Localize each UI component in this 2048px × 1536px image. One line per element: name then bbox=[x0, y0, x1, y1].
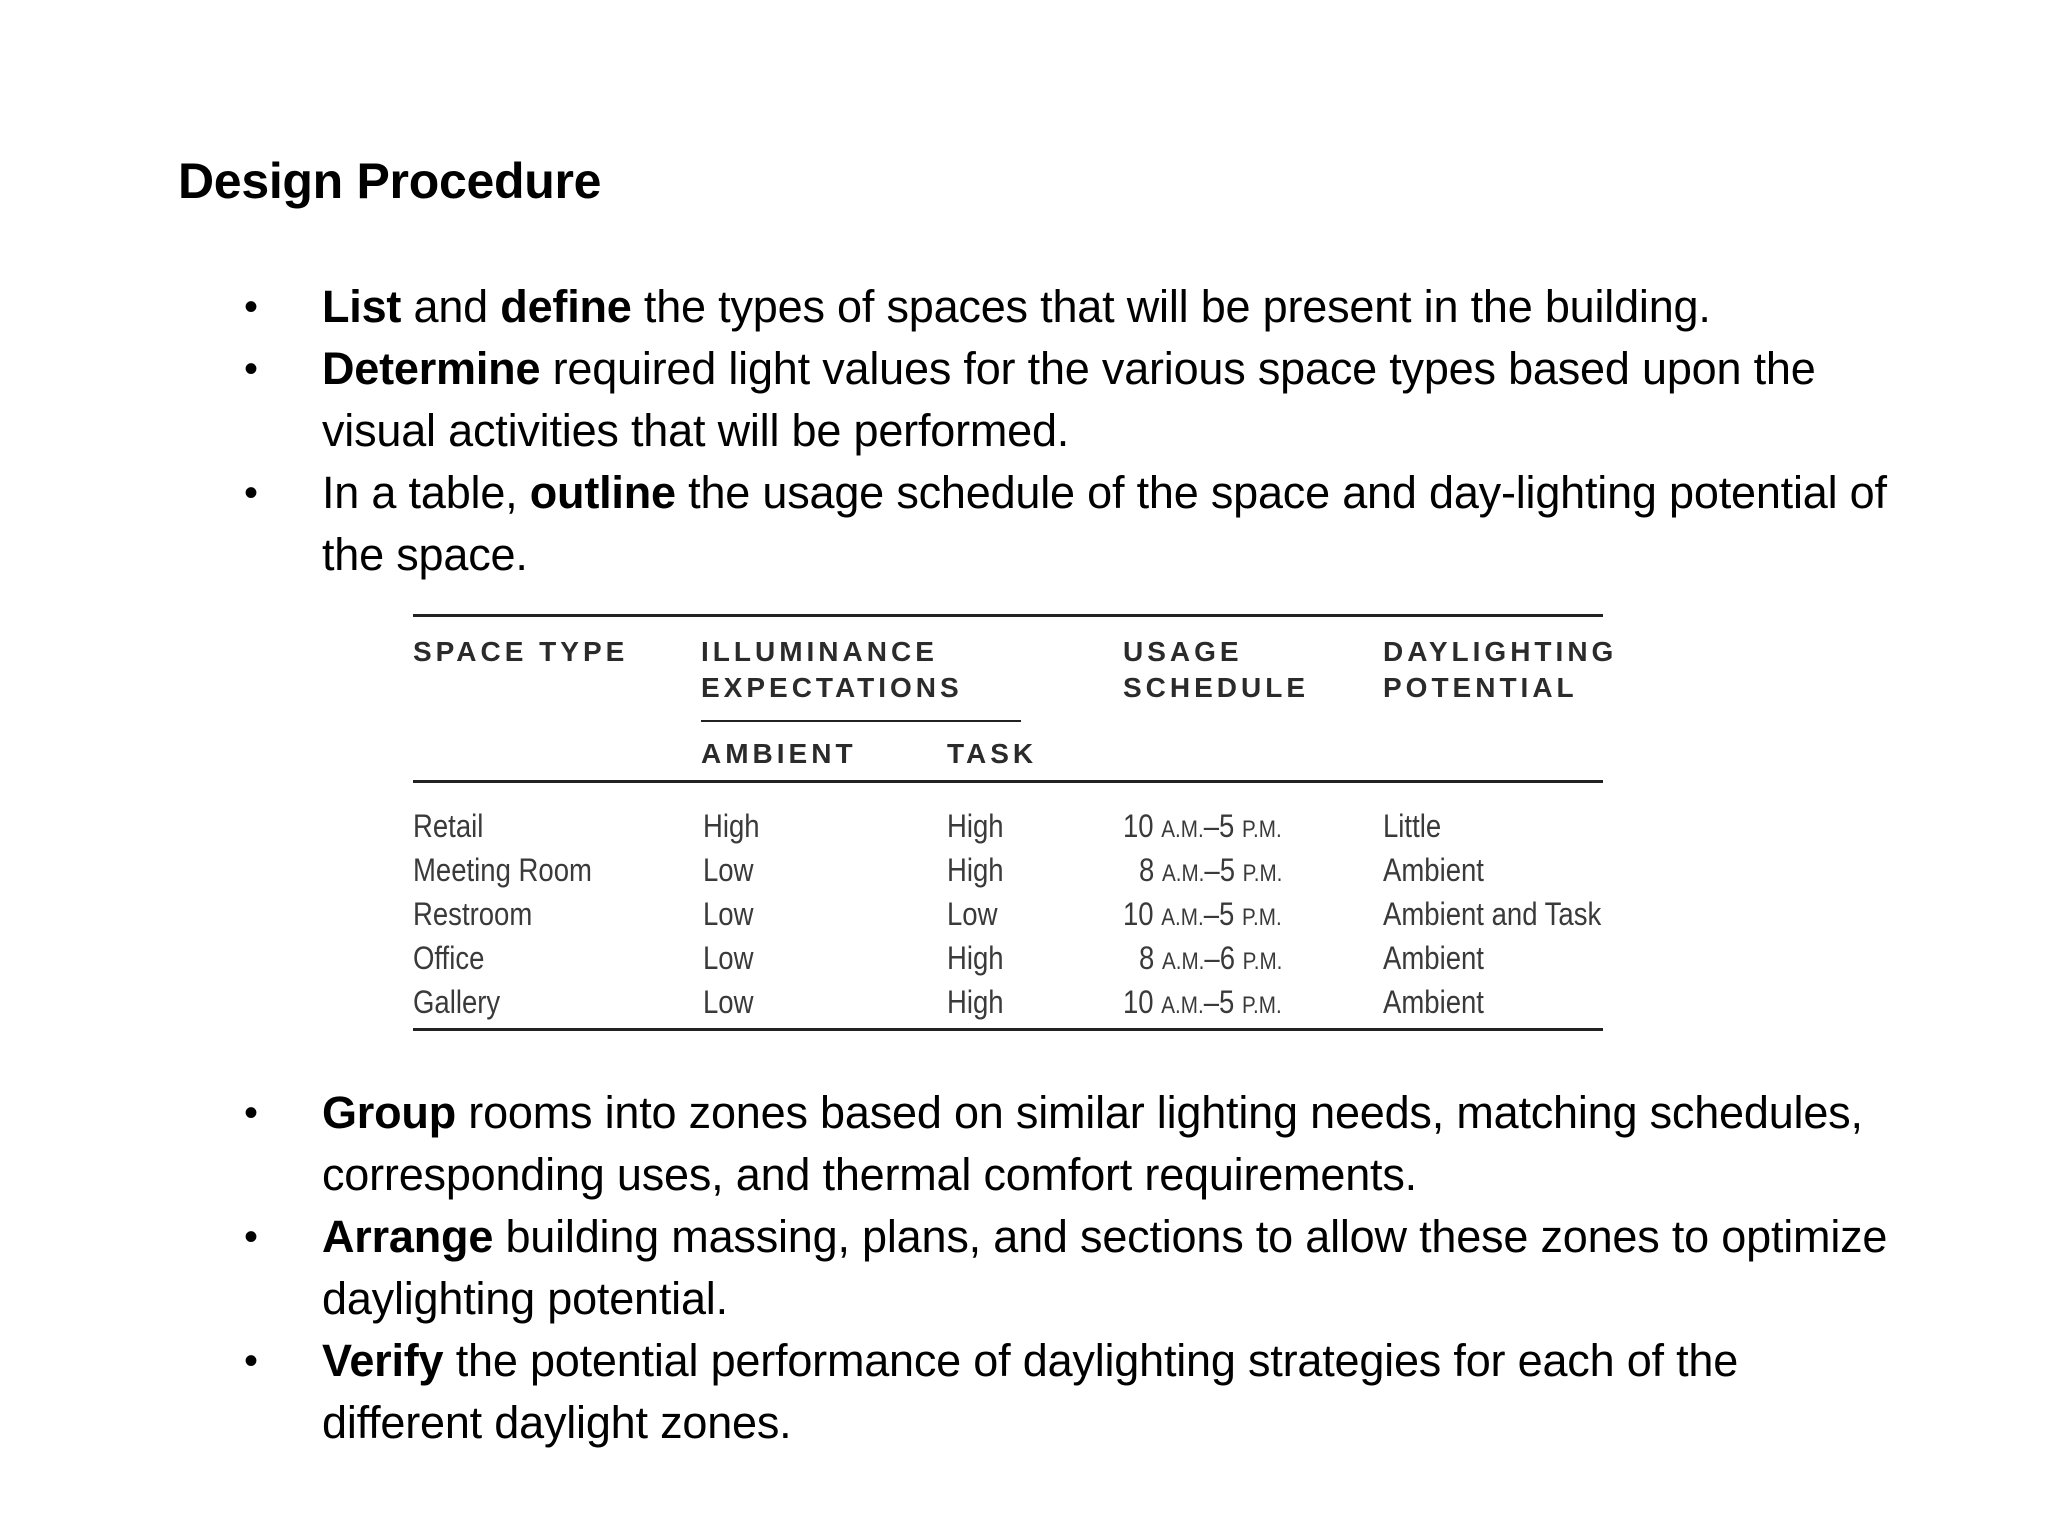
cell-daylighting: Ambient bbox=[1383, 940, 1484, 976]
schedule-end-unit: P.M. bbox=[1241, 904, 1282, 931]
cell-space: Meeting Room bbox=[413, 852, 592, 888]
schedule-start: 8 bbox=[1139, 852, 1155, 888]
bullet-keyword: Arrange bbox=[322, 1211, 494, 1262]
cell-ambient: Low bbox=[703, 984, 754, 1020]
header-daylighting-line1: DAYLIGHTING bbox=[1383, 636, 1618, 667]
cell-daylighting: Ambient bbox=[1383, 984, 1484, 1020]
header-illuminance-line2: EXPECTATIONS bbox=[701, 672, 963, 703]
cell-schedule bbox=[1123, 980, 1282, 1028]
header-space-type: SPACE TYPE bbox=[413, 636, 629, 667]
cell-schedule bbox=[1123, 892, 1282, 940]
cell-space: Office bbox=[413, 940, 485, 976]
cell-ambient: Low bbox=[703, 852, 754, 888]
schedule-end-unit: P.M. bbox=[1241, 816, 1282, 843]
cell-daylighting: Little bbox=[1383, 808, 1442, 844]
cell-task: Low bbox=[947, 896, 998, 932]
bullet-text: required light values for the various space types based upon the visual activities that will be performed. bbox=[322, 343, 1816, 456]
bullet-determine-light bbox=[0, 338, 2048, 462]
bullet-keyword: Group bbox=[322, 1087, 456, 1138]
schedule-end: –5 bbox=[1203, 808, 1235, 844]
schedule-end: –5 bbox=[1203, 896, 1235, 932]
cell-daylighting: Ambient bbox=[1383, 852, 1484, 888]
bullet-dot: • bbox=[244, 1215, 258, 1259]
schedule-end-unit: P.M. bbox=[1242, 860, 1283, 887]
cell-task: High bbox=[947, 984, 1004, 1020]
cell-daylighting: Ambient and Task bbox=[1383, 896, 1602, 932]
bullet-list-bottom bbox=[0, 1082, 2048, 1454]
schedule-start-unit: A.M. bbox=[1161, 992, 1204, 1019]
header-ambient: AMBIENT bbox=[701, 738, 857, 769]
bullet-outline-schedule bbox=[0, 462, 2048, 586]
cell-task: High bbox=[947, 808, 1004, 844]
schedule-end: –5 bbox=[1203, 984, 1235, 1020]
bullet-dot: • bbox=[244, 285, 258, 329]
schedule-start: 10 bbox=[1123, 896, 1154, 932]
schedule-start: 8 bbox=[1139, 940, 1155, 976]
header-task: TASK bbox=[947, 738, 1038, 769]
cell-ambient: Low bbox=[703, 896, 754, 932]
schedule-start-unit: A.M. bbox=[1161, 816, 1204, 843]
bullet-text: and bbox=[401, 281, 501, 332]
bullet-keyword: define bbox=[500, 281, 632, 332]
page-title: Design Procedure bbox=[178, 153, 602, 209]
space-type-table bbox=[413, 614, 1618, 1034]
bullet-keyword: outline bbox=[529, 467, 676, 518]
bullet-text: the types of spaces that will be present in the building. bbox=[631, 281, 1711, 332]
cell-schedule bbox=[1139, 848, 1282, 896]
bullet-dot: • bbox=[244, 1339, 258, 1383]
bullet-text: building massing, plans, and sections to allow these zones to optimize daylighting potential. bbox=[322, 1211, 1888, 1324]
schedule-start-unit: A.M. bbox=[1161, 904, 1204, 931]
schedule-start-unit: A.M. bbox=[1161, 860, 1205, 887]
schedule-start: 10 bbox=[1123, 984, 1154, 1020]
bullet-keyword: List bbox=[322, 281, 402, 332]
cell-task: High bbox=[947, 852, 1004, 888]
bullet-text: rooms into zones based on similar lighting needs, matching schedules, corresponding uses, and thermal comfort requirements. bbox=[322, 1087, 1863, 1200]
cell-space: Restroom bbox=[413, 896, 533, 932]
header-usage-line2: SCHEDULE bbox=[1123, 672, 1310, 703]
bullet-keyword: Verify bbox=[322, 1335, 444, 1386]
bullet-keyword: Determine bbox=[322, 343, 541, 394]
schedule-end-unit: P.M. bbox=[1242, 948, 1283, 975]
schedule-start-unit: A.M. bbox=[1161, 948, 1205, 975]
bullet-dot: • bbox=[244, 1091, 258, 1135]
bullet-text: the usage schedule of the space and day-lighting potential of the space. bbox=[322, 467, 1887, 580]
cell-ambient: Low bbox=[703, 940, 754, 976]
header-daylighting-line2: POTENTIAL bbox=[1383, 672, 1578, 703]
illuminance-sub-rule bbox=[701, 720, 1021, 722]
bullet-verify-performance bbox=[0, 1330, 2048, 1454]
bullet-group-zones bbox=[0, 1082, 2048, 1206]
bullet-list-spaces bbox=[0, 276, 2048, 338]
bullet-dot: • bbox=[244, 347, 258, 391]
table-bottom-rule bbox=[413, 1028, 1603, 1031]
cell-schedule bbox=[1123, 804, 1282, 852]
cell-space: Gallery bbox=[413, 984, 501, 1020]
bullet-text: In a table, bbox=[322, 467, 530, 518]
schedule-start: 10 bbox=[1123, 808, 1154, 844]
cell-ambient: High bbox=[703, 808, 760, 844]
header-bottom-rule bbox=[413, 780, 1603, 783]
cell-task: High bbox=[947, 940, 1004, 976]
header-illuminance-line1: ILLUMINANCE bbox=[701, 636, 938, 667]
schedule-end-unit: P.M. bbox=[1241, 992, 1282, 1019]
bullet-list-top bbox=[0, 276, 2048, 586]
header-usage-line1: USAGE bbox=[1123, 636, 1243, 667]
schedule-end: –6 bbox=[1204, 940, 1235, 976]
bullet-dot: • bbox=[244, 471, 258, 515]
cell-space: Retail bbox=[413, 808, 484, 844]
table-top-rule bbox=[413, 614, 1603, 617]
schedule-end: –5 bbox=[1204, 852, 1235, 888]
cell-schedule bbox=[1139, 936, 1282, 984]
bullet-arrange-massing bbox=[0, 1206, 2048, 1330]
bullet-text: the potential performance of daylighting strategies for each of the different daylight zones. bbox=[322, 1335, 1739, 1448]
